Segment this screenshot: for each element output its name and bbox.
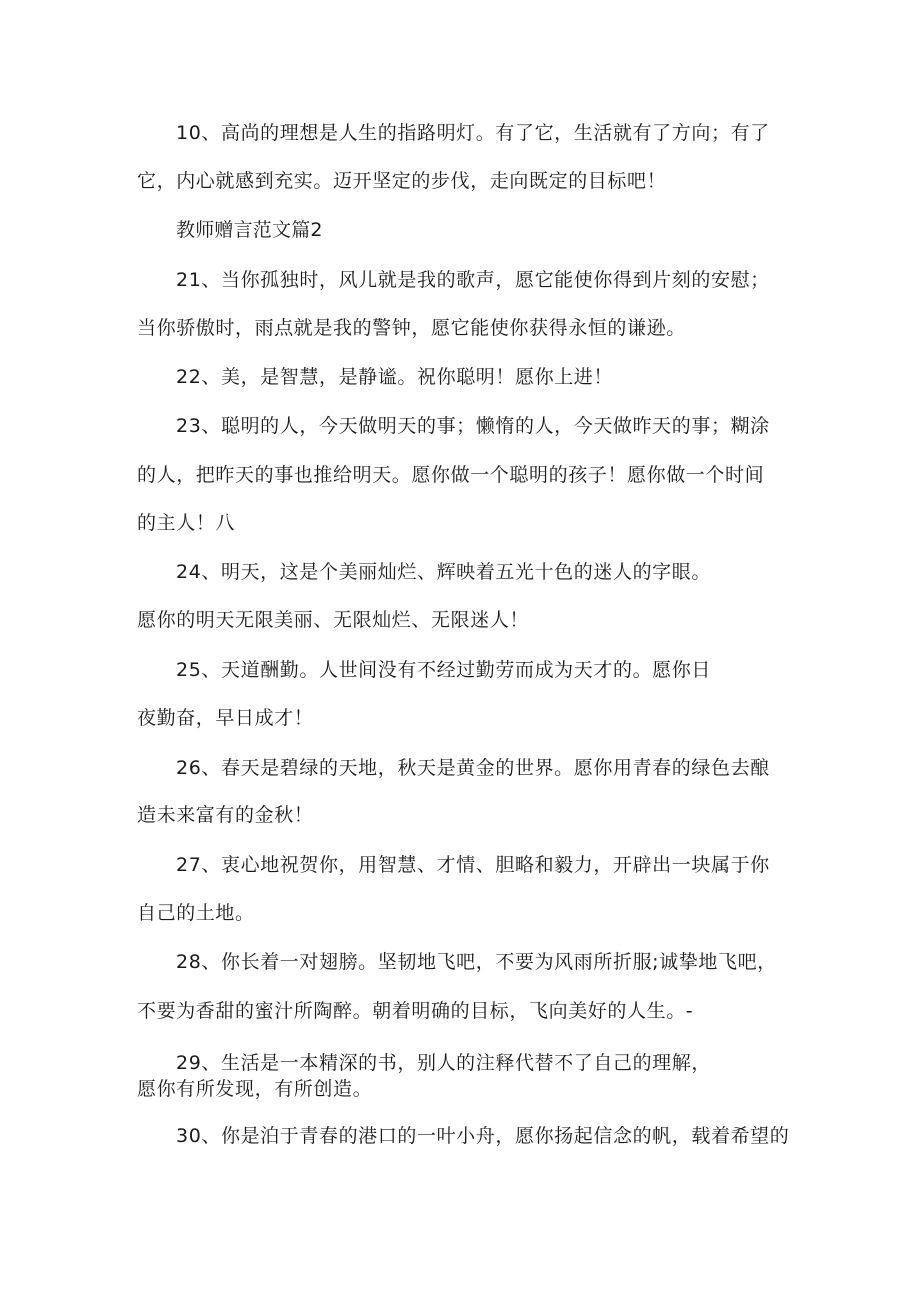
paragraph-line: 自己的土地。 xyxy=(137,902,255,924)
section-heading: 教师赠言范文篇2 xyxy=(176,219,323,241)
paragraph-line: 它，内心就感到充实。迈开坚定的步伐，走向既定的目标吧！ xyxy=(137,170,667,192)
paragraph-line: 29、生活是一本精深的书，别人的注释代替不了自己的理解， xyxy=(176,1052,711,1074)
paragraph-line: 夜勤奋，早日成才！ xyxy=(137,707,314,729)
paragraph-line: 22、美，是智慧，是静谧。祝你聪明！愿你上进！ xyxy=(176,366,613,388)
paragraph-line: 10、高尚的理想是人生的指路明灯。有了它，生活就有了方向；有了 xyxy=(176,122,770,144)
paragraph-line: 23、聪明的人，今天做明天的事；懒惰的人，今天做昨天的事；糊涂 xyxy=(176,415,770,437)
paragraph-line: 造未来富有的金秋！ xyxy=(137,804,314,826)
paragraph-line: 30、你是泊于青春的港口的一叶小舟，愿你扬起信念的帆，载着希望的 xyxy=(176,1125,790,1147)
paragraph-line: 27、衷心地祝贺你，用智慧、才情、胆略和毅力，开辟出一块属于你 xyxy=(176,854,770,876)
paragraph-line: 愿你有所发现，有所创造。 xyxy=(137,1078,373,1100)
paragraph-line: 21、当你孤独时，风儿就是我的歌声，愿它能使你得到片刻的安慰； xyxy=(176,269,770,291)
paragraph-line: 28、你长着一对翅膀。坚韧地飞吧，不要为风雨所折服;诚挚地飞吧， xyxy=(176,951,777,973)
paragraph-line: 25、天道酬勤。人世间没有不经过勤劳而成为天才的。愿你日 xyxy=(176,659,711,681)
paragraph-line: 当你骄傲时，雨点就是我的警钟，愿它能使你获得永恒的谦逊。 xyxy=(137,317,686,339)
paragraph-line: 的人，把昨天的事也推给明天。愿你做一个聪明的孩子！愿你做一个时间 xyxy=(137,464,765,486)
paragraph-line: 的主人！八 xyxy=(137,512,236,534)
paragraph-line: 26、春天是碧绿的天地，秋天是黄金的世界。愿你用青春的绿色去酿 xyxy=(176,757,770,779)
paragraph-line: 不要为香甜的蜜汁所陶醉。朝着明确的目标，飞向美好的人生。- xyxy=(137,1000,694,1022)
paragraph-line: 24、明天，这是个美丽灿烂、辉映着五光十色的迷人的字眼。 xyxy=(176,561,711,583)
paragraph-line: 愿你的明天无限美丽、无限灿烂、无限迷人！ xyxy=(137,609,530,631)
